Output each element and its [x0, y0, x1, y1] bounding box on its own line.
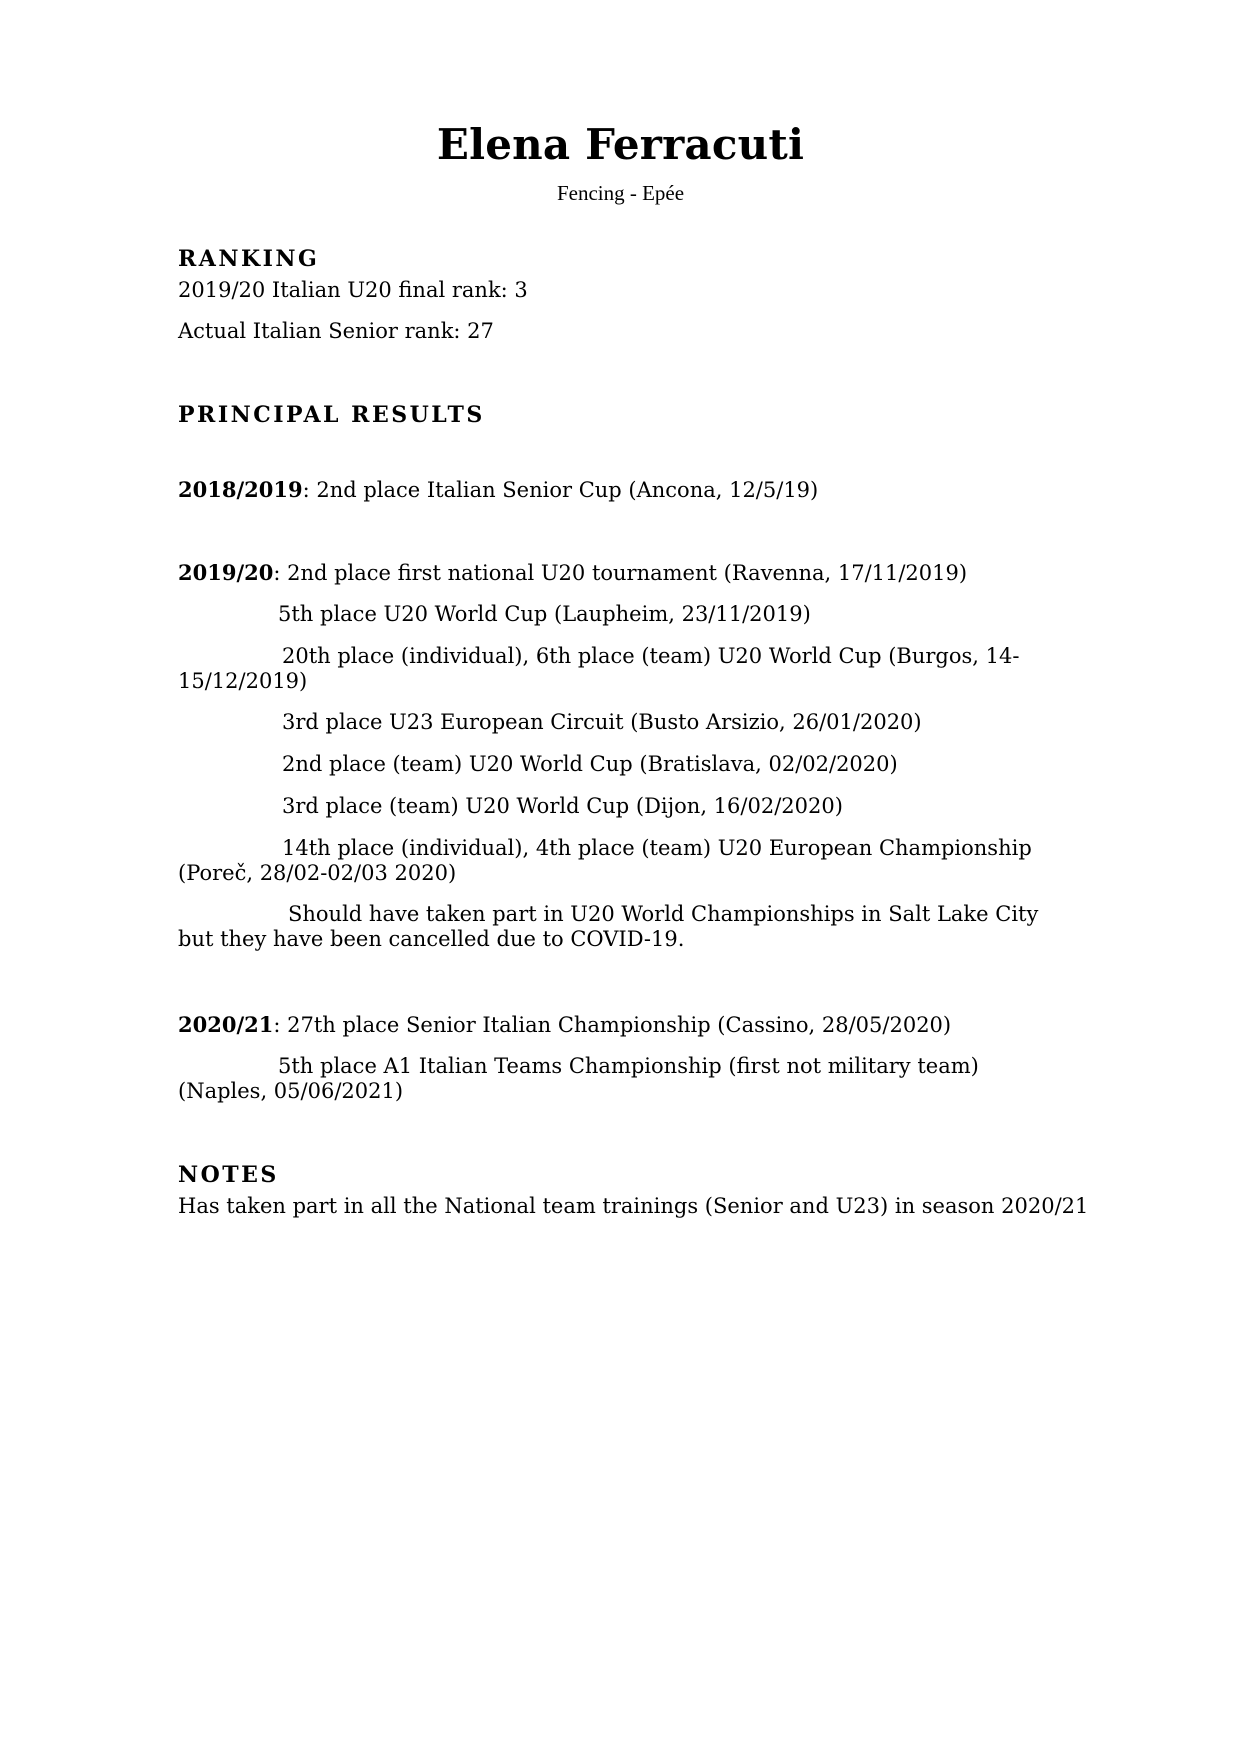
result-item	[178, 602, 1068, 627]
result-text: : 2nd place first national U20 tournament (Ravenna, 17/11/2019)	[273, 561, 968, 585]
result-item	[178, 644, 1068, 694]
season-2018-line	[178, 477, 1068, 503]
result-item	[178, 752, 1068, 777]
season-2019-line	[178, 560, 1068, 586]
result-item	[178, 836, 1068, 886]
result-text: Should have taken part in U20 World Championships in Salt Lake City but they have been cancelled due to COVID-19.	[178, 902, 1039, 951]
result-item	[178, 1054, 1068, 1104]
season-year: 2020/21	[178, 1012, 274, 1037]
result-text: 20th place (individual), 6th place (team) U20 World Cup (Burgos, 14-15/12/2019)	[178, 644, 1020, 693]
result-item	[178, 710, 1068, 735]
ranking-line-senior: Actual Italian Senior rank: 27	[178, 319, 494, 343]
season-2020-line	[178, 1012, 1068, 1038]
results-heading: PRINCIPAL RESULTS	[178, 402, 485, 428]
result-text: 3rd place U23 European Circuit (Busto Arsizio, 26/01/2020)	[282, 710, 922, 734]
result-item	[178, 794, 1068, 819]
season-year: 2019/20	[178, 560, 274, 585]
result-item	[178, 902, 1068, 952]
notes-text: Has taken part in all the National team trainings (Senior and U23) in season 2020/21	[178, 1194, 1089, 1218]
result-text: : 27th place Senior Italian Championship (Cassino, 28/05/2020)	[273, 1013, 952, 1037]
result-text: 5th place A1 Italian Teams Championship (first not military team) (Naples, 05/06/2021)	[178, 1054, 979, 1103]
discipline: Fencing - Epée	[556, 181, 685, 205]
ranking-heading: RANKING	[178, 246, 320, 272]
result-text: 14th place (individual), 4th place (team) U20 European Championship (Poreč, 28/02-02/03 2020)	[178, 836, 1032, 885]
season-year: 2018/2019	[178, 477, 303, 502]
result-text: : 2nd place Italian Senior Cup (Ancona, 12/5/19)	[302, 478, 819, 502]
result-text: 3rd place (team) U20 World Cup (Dijon, 16/02/2020)	[282, 794, 843, 818]
notes-heading: NOTES	[178, 1162, 279, 1188]
ranking-line-u20: 2019/20 Italian U20 final rank: 3	[178, 278, 528, 302]
result-text: 5th place U20 World Cup (Laupheim, 23/11/2019)	[278, 602, 811, 626]
athlete-name: Elena Ferracuti	[436, 120, 805, 169]
result-text: 2nd place (team) U20 World Cup (Bratislava, 02/02/2020)	[282, 752, 898, 776]
